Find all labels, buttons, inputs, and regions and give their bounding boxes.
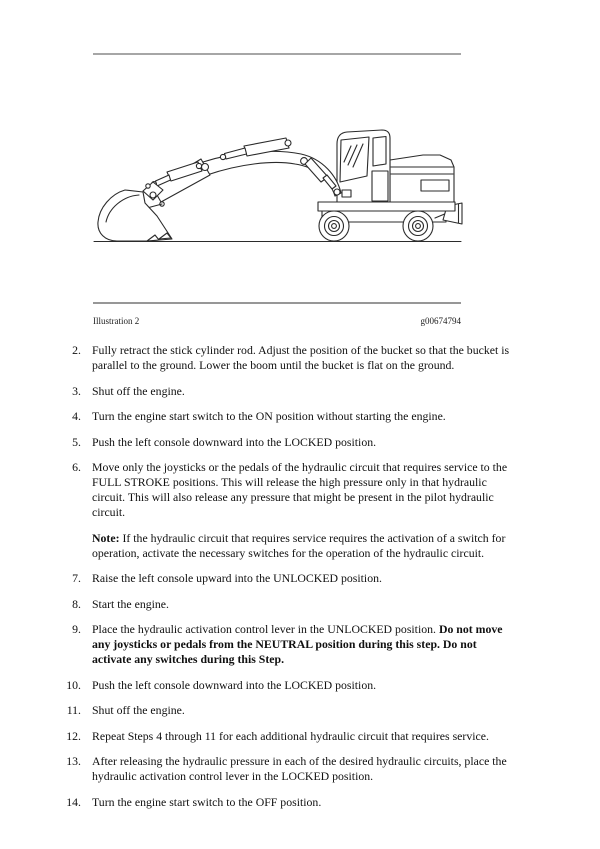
text-segment: Start the engine. [92, 596, 169, 611]
excavator-deck [318, 202, 455, 211]
text-segment: Raise the left console upward into the UNLOCKED position. [92, 571, 382, 585]
step-text [92, 795, 518, 810]
step-item [60, 435, 518, 450]
text-segment: Fully retract the stick cylinder rod. Adjust the position of the bucket so that the bucket is parallel to the ground. Lower the boom until the bucket is flat on the ground. [92, 343, 510, 372]
step-item [60, 729, 518, 744]
step-number: 10. [66, 677, 81, 692]
step-number: 14. [66, 794, 81, 809]
text-segment: Shut off the engine. [92, 383, 185, 398]
step-text [92, 754, 518, 784]
step-number: 12. [66, 728, 81, 743]
step-text [92, 571, 518, 586]
text-segment: If the hydraulic circuit that requires service requires the activation of a switch for operation, activate the necessary switches for the operation of the hydraulic circuit. [92, 530, 506, 560]
step-text [92, 435, 518, 450]
step-number: 2. [72, 343, 81, 357]
step-text [92, 703, 518, 718]
step-text [92, 343, 518, 373]
text-segment: Shut off the engine. [92, 703, 185, 717]
step-text [92, 597, 518, 612]
note-text [92, 531, 518, 561]
text-segment: Repeat Steps 4 through 11 for each additional hydraulic circuit that requires service. [92, 728, 489, 743]
step-item [60, 409, 518, 424]
note-block [92, 531, 518, 561]
step-text [92, 678, 518, 693]
step-item [60, 343, 518, 373]
figure-caption-label: Illustration 2 [93, 316, 140, 326]
step-number: 5. [72, 434, 81, 449]
step-item [60, 571, 518, 586]
excavator-cab [337, 130, 390, 202]
bold-text-segment: Do not move any joysticks or pedals from the NEUTRAL position during this step. Do not activate any switches during this Step. [92, 622, 503, 666]
step-number: 8. [72, 596, 81, 611]
step-item [60, 460, 518, 520]
step-item [60, 754, 518, 784]
top-divider-rule [93, 53, 461, 55]
step-number: 4. [72, 409, 81, 423]
figure-container [85, 118, 465, 250]
step-number: 11. [66, 703, 81, 717]
excavator-illustration [85, 118, 465, 250]
step-item [60, 703, 518, 718]
step-text [92, 729, 518, 744]
step-item [60, 384, 518, 399]
step-number: 3. [72, 383, 81, 398]
bold-text-segment: Note: [92, 530, 120, 545]
step-text [92, 409, 518, 424]
step-text [92, 460, 518, 520]
step-number: 9. [72, 622, 81, 636]
step-number: 13. [66, 754, 81, 768]
text-segment: Push the left console downward into the LOCKED position. [92, 434, 377, 449]
excavator-engine-housing [390, 155, 454, 202]
figure-code: g00674794 [420, 316, 461, 326]
figure-divider-rule [93, 302, 461, 304]
text-segment: Turn the engine start switch to the ON position without starting the engine. [92, 409, 446, 423]
step-item [60, 597, 518, 612]
step-text [92, 384, 518, 399]
step-item [60, 795, 518, 810]
steps-list [60, 343, 518, 820]
step-item [60, 622, 518, 667]
step-number: 6. [72, 460, 81, 474]
text-segment: Turn the engine start switch to the OFF position. [92, 794, 322, 809]
step-item [60, 678, 518, 693]
text-segment: Move only the joysticks or the pedals of the hydraulic circuit that requires service to the FULL STROKE positions. This will release the high pressure only in that hydraulic circuit. This will also release any pressure that might be present in the pilot hydraulic circuit. [92, 460, 508, 519]
figure-caption-row [93, 316, 461, 327]
text-segment: Push the left console downward into the LOCKED position. [92, 677, 377, 692]
text-segment: Place the hydraulic activation control lever in the UNLOCKED position. [92, 622, 439, 636]
text-segment: After releasing the hydraulic pressure in each of the desired hydraulic circuits, place the hydraulic activation control lever in the LOCKED position. [92, 754, 507, 783]
step-text [92, 622, 518, 667]
step-number: 7. [72, 571, 81, 585]
